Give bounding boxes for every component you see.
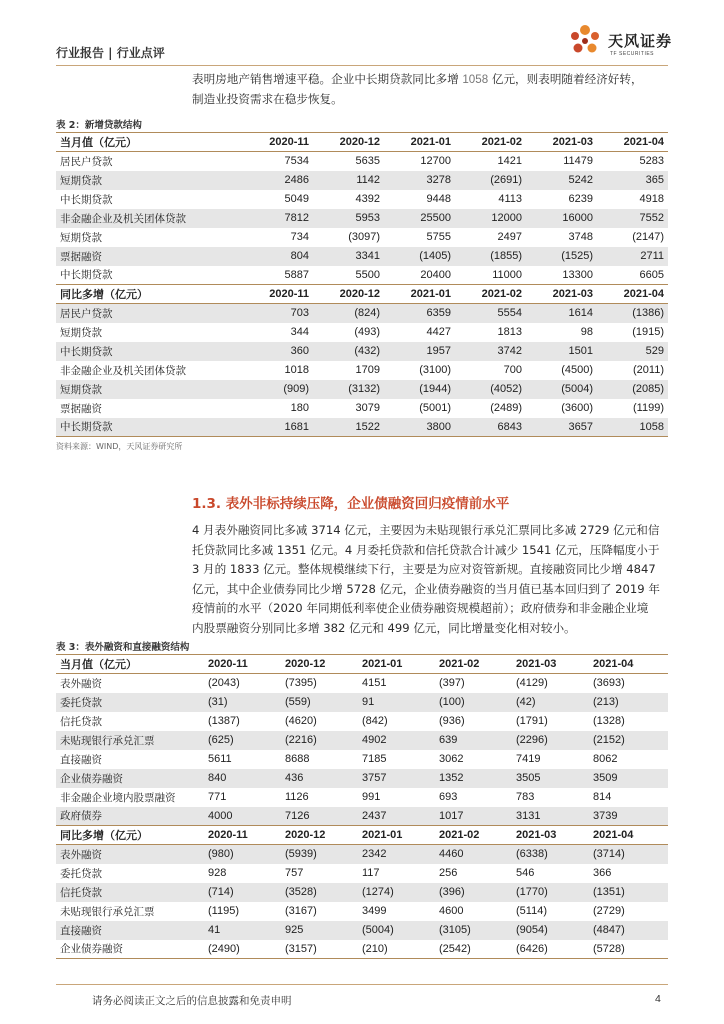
header-date-cell: 2021-03 xyxy=(526,285,597,304)
table2-source: 资料来源：WIND，天风证券研究所 xyxy=(56,442,183,451)
value-cell: 4902 xyxy=(360,731,437,750)
value-cell: 1017 xyxy=(437,807,514,826)
table-row xyxy=(56,228,668,247)
value-cell: (4500) xyxy=(561,364,593,376)
header-date-cell: 2021-04 xyxy=(597,285,668,304)
header-date-cell: 2021-01 xyxy=(384,133,455,152)
table-row xyxy=(56,788,668,807)
row-label-cell: 表外融资 xyxy=(56,845,206,864)
value-cell: 700 xyxy=(503,364,522,376)
value-cell: (2691) xyxy=(455,171,526,190)
value-cell: (1944) xyxy=(384,380,455,399)
section-line: 托贷款同比多减 1351 亿元。4 月委托贷款和信托贷款合计减少 1541 亿元，压降幅度小于 xyxy=(192,542,660,557)
value-cell: 344 xyxy=(290,326,309,338)
value-cell: 7419 xyxy=(516,753,541,765)
table-row xyxy=(56,940,668,959)
value-cell: (824) xyxy=(313,304,384,323)
table-row xyxy=(56,247,668,266)
value-cell: (2147) xyxy=(632,231,664,243)
row-label-cell: 直接融资 xyxy=(60,753,102,766)
value-cell: 117 xyxy=(362,867,380,879)
value-cell: (1770) xyxy=(514,883,591,902)
value-cell: (396) xyxy=(437,883,514,902)
value-cell: 8062 xyxy=(593,753,618,765)
value-cell: 1813 xyxy=(497,326,522,338)
row-label-cell: 政府债券 xyxy=(56,807,206,826)
value-cell: (5004) xyxy=(526,380,597,399)
value-cell: 6239 xyxy=(568,193,593,205)
value-cell: (5114) xyxy=(516,905,547,917)
value-cell: 5755 xyxy=(426,231,451,243)
value-cell: (5728) xyxy=(591,940,668,959)
table-row xyxy=(56,418,668,437)
value-cell: 5049 xyxy=(284,193,309,205)
table-row xyxy=(56,380,668,399)
header-date-cell: 2020-11 xyxy=(242,133,313,152)
row-label-cell: 中长期贷款 xyxy=(56,418,242,437)
value-cell: (980) xyxy=(206,845,283,864)
row-label-cell: 直接融资 xyxy=(56,921,206,940)
value-cell: 41 xyxy=(206,921,283,940)
value-cell: (3167) xyxy=(285,905,317,917)
value-cell: 1957 xyxy=(384,342,455,361)
table-header-row xyxy=(56,655,668,674)
header-date-cell: 2020-11 xyxy=(206,826,283,845)
value-cell: 1709 xyxy=(355,364,380,376)
header-date-cell: 2020-12 xyxy=(283,826,360,845)
header-date-cell: 2021-02 xyxy=(455,285,526,304)
header-date-cell: 2021-02 xyxy=(455,133,526,152)
value-cell: (4847) xyxy=(591,921,668,940)
table-header-row xyxy=(56,285,668,304)
value-cell: 7812 xyxy=(242,209,313,228)
row-label-cell: 票据融资 xyxy=(56,247,242,266)
value-cell: 2437 xyxy=(360,807,437,826)
value-cell: (5001) xyxy=(419,402,451,414)
value-cell: 180 xyxy=(290,402,309,414)
header-date-cell: 2021-03 xyxy=(514,655,591,674)
value-cell: 1142 xyxy=(313,171,384,190)
value-cell: 693 xyxy=(439,791,458,803)
value-cell: 3062 xyxy=(439,753,464,765)
row-label-cell: 居民户贷款 xyxy=(60,155,113,168)
value-cell: (6338) xyxy=(514,845,591,864)
value-cell: (42) xyxy=(514,693,591,712)
header-date-cell: 2020-11 xyxy=(242,285,313,304)
value-cell: (1351) xyxy=(591,883,668,902)
table2-title: 表 2：新增贷款结构 xyxy=(56,120,142,131)
section-line: 3 月的 1833 亿元。整体规模继续下行，主要是为应对资管新规。直接融资同比少增 4847 xyxy=(192,562,656,576)
table-row xyxy=(56,209,668,228)
row-label-cell: 非金融企业境内股票融资 xyxy=(60,791,176,804)
value-cell: (1328) xyxy=(593,715,625,727)
row-label-cell: 短期贷款 xyxy=(56,380,242,399)
value-cell: (100) xyxy=(437,693,514,712)
logo-flower-icon xyxy=(566,22,604,60)
value-cell: 5283 xyxy=(639,155,664,168)
row-label-cell: 票据融资 xyxy=(60,402,102,415)
value-cell: 771 xyxy=(208,791,227,803)
value-cell: 1352 xyxy=(437,769,514,788)
value-cell: (1915) xyxy=(632,326,664,338)
row-label-cell: 短期贷款 xyxy=(60,326,102,339)
table-row xyxy=(56,171,668,190)
value-cell: 3509 xyxy=(591,769,668,788)
value-cell: 3131 xyxy=(514,807,591,826)
value-cell: 11479 xyxy=(563,155,593,168)
row-label-cell: 信托贷款 xyxy=(56,883,206,902)
value-cell: (2729) xyxy=(593,905,625,917)
value-cell: 91 xyxy=(360,693,437,712)
section-line: 4 月表外融资同比多减 3714 亿元，主要因为未贴现银行承兑汇票同比多减 2729 亿元和信 xyxy=(192,523,660,537)
value-cell: 928 xyxy=(208,867,227,879)
value-cell: (4052) xyxy=(455,380,526,399)
table-row xyxy=(56,883,668,902)
value-cell: 5611 xyxy=(208,753,232,765)
value-cell: 366 xyxy=(593,867,612,879)
value-cell: (3693) xyxy=(593,677,625,690)
value-cell: 4151 xyxy=(362,677,387,690)
value-cell: 1681 xyxy=(242,418,313,437)
intro-line-2: 制造业投资需求在稳步恢复。 xyxy=(192,91,343,106)
value-cell: (3714) xyxy=(591,845,668,864)
value-cell: 4918 xyxy=(639,193,664,205)
value-cell: 6359 xyxy=(384,304,455,323)
section-line: 内股票融资分别同比多增 382 亿元和 499 亿元，同比增量变化相对较小。 xyxy=(192,620,576,635)
offbalance-direct-financing-table xyxy=(56,654,668,959)
table-row xyxy=(56,864,668,883)
table-row xyxy=(56,807,668,826)
value-cell: 4000 xyxy=(206,807,283,826)
value-cell: 804 xyxy=(242,247,313,266)
table-row xyxy=(56,845,668,864)
value-cell: 783 xyxy=(516,791,535,803)
value-cell: (559) xyxy=(283,693,360,712)
table-row xyxy=(56,152,668,171)
value-cell: (2296) xyxy=(514,731,591,750)
value-cell: (5939) xyxy=(283,845,360,864)
value-cell: 5554 xyxy=(455,304,526,323)
value-cell: 12700 xyxy=(420,155,451,168)
value-cell: (397) xyxy=(439,677,465,690)
value-cell: 20400 xyxy=(420,268,451,281)
value-cell: (2011) xyxy=(633,364,664,376)
header-date-cell: 2021-03 xyxy=(514,826,591,845)
value-cell: (9054) xyxy=(514,921,591,940)
header-date-cell: 2021-02 xyxy=(437,826,514,845)
value-cell: 4427 xyxy=(426,326,451,338)
value-cell: 3341 xyxy=(313,247,384,266)
value-cell: 3079 xyxy=(355,402,380,414)
value-cell: (1274) xyxy=(360,883,437,902)
value-cell: 3657 xyxy=(526,418,597,437)
header-label-cell: 当月值（亿元） xyxy=(56,655,206,674)
value-cell: (2043) xyxy=(208,677,240,690)
value-cell: 6605 xyxy=(639,268,664,281)
header-label-cell: 同比多增（亿元） xyxy=(56,826,206,845)
section-line: 亿元，其中企业债券同比少增 5728 亿元，企业债券融资的当月值已基本回归到了 2019 年 xyxy=(192,581,660,596)
row-label-cell: 未贴现银行承兑汇票 xyxy=(60,905,155,918)
table-row xyxy=(56,266,668,285)
value-cell: (1195) xyxy=(208,905,239,917)
row-label-cell: 表外融资 xyxy=(60,677,102,690)
value-cell: 98 xyxy=(580,326,593,338)
row-label-cell: 短期贷款 xyxy=(56,171,242,190)
header-date-cell: 2020-12 xyxy=(313,285,384,304)
row-label-cell: 居民户贷款 xyxy=(56,304,242,323)
value-cell: 25500 xyxy=(384,209,455,228)
row-label-cell: 中长期贷款 xyxy=(60,193,113,206)
value-cell: 9448 xyxy=(426,193,451,205)
value-cell: 360 xyxy=(242,342,313,361)
value-cell: 1501 xyxy=(526,342,597,361)
value-cell: 529 xyxy=(597,342,668,361)
value-cell: (3157) xyxy=(283,940,360,959)
value-cell: (7395) xyxy=(285,677,317,690)
value-cell: 546 xyxy=(516,867,535,879)
table-row xyxy=(56,693,668,712)
value-cell: (4129) xyxy=(516,677,548,690)
value-cell: 2486 xyxy=(242,171,313,190)
section-title: 1.3. 表外非标持续压降，企业债融资回归疫情前水平 xyxy=(192,496,510,512)
value-cell: (842) xyxy=(362,715,388,727)
section-paragraph xyxy=(192,521,666,638)
report-category: 行业报告 | 行业点评 xyxy=(56,46,165,60)
value-cell: 4392 xyxy=(355,193,380,205)
footer-disclaimer: 请务必阅读正文之后的信息披露和免责申明 xyxy=(92,995,292,1007)
table-row xyxy=(56,750,668,769)
value-cell: 3505 xyxy=(514,769,591,788)
value-cell: 3757 xyxy=(360,769,437,788)
row-label-cell: 中长期贷款 xyxy=(56,342,242,361)
row-label-cell: 委托贷款 xyxy=(56,693,206,712)
value-cell: (1791) xyxy=(516,715,548,727)
value-cell: 3278 xyxy=(384,171,455,190)
value-cell: (1387) xyxy=(208,715,240,727)
value-cell: 8688 xyxy=(285,753,310,765)
value-cell: 3742 xyxy=(455,342,526,361)
value-cell: 1614 xyxy=(526,304,597,323)
footer-divider xyxy=(56,984,668,985)
value-cell: (625) xyxy=(206,731,283,750)
value-cell: 7534 xyxy=(284,155,309,168)
value-cell: 256 xyxy=(439,867,458,879)
header-date-cell: 2021-01 xyxy=(360,826,437,845)
header-date-cell: 2021-01 xyxy=(360,655,437,674)
value-cell: 3739 xyxy=(591,807,668,826)
value-cell: (1386) xyxy=(597,304,668,323)
value-cell: (2216) xyxy=(283,731,360,750)
value-cell: 639 xyxy=(437,731,514,750)
header-date-cell: 2021-04 xyxy=(597,133,668,152)
row-label-cell: 非金融企业及机关团体贷款 xyxy=(56,209,242,228)
value-cell: 5242 xyxy=(526,171,597,190)
table-row xyxy=(56,361,668,380)
value-cell: (6426) xyxy=(514,940,591,959)
value-cell: 4460 xyxy=(437,845,514,864)
table-row xyxy=(56,902,668,921)
value-cell: (213) xyxy=(591,693,668,712)
value-cell: 436 xyxy=(283,769,360,788)
intro-paragraph xyxy=(192,70,666,109)
row-label-cell: 信托贷款 xyxy=(60,715,102,728)
header-date-cell: 2021-01 xyxy=(384,285,455,304)
value-cell: 925 xyxy=(283,921,360,940)
header-date-cell: 2021-03 xyxy=(526,133,597,152)
value-cell: 814 xyxy=(593,791,612,803)
value-cell: 16000 xyxy=(526,209,597,228)
logo-name-en: TF SECURITIES xyxy=(610,51,655,57)
value-cell: 5500 xyxy=(355,268,380,281)
value-cell: (3132) xyxy=(313,380,384,399)
value-cell: (1855) xyxy=(455,247,526,266)
row-label-cell: 企业债券融资 xyxy=(56,769,206,788)
row-label-cell: 中长期贷款 xyxy=(60,269,113,282)
table-row xyxy=(56,731,668,750)
header-label-cell: 当月值（亿元） xyxy=(56,133,242,152)
value-cell: 5635 xyxy=(355,155,380,168)
table-row xyxy=(56,304,668,323)
table-row xyxy=(56,323,668,342)
value-cell: 12000 xyxy=(455,209,526,228)
value-cell: (3528) xyxy=(283,883,360,902)
header-date-cell: 2020-11 xyxy=(206,655,283,674)
header-label-cell: 同比多增（亿元） xyxy=(56,285,242,304)
value-cell: 4600 xyxy=(439,905,464,917)
value-cell: 6843 xyxy=(455,418,526,437)
value-cell: 4113 xyxy=(498,193,522,205)
value-cell: (4620) xyxy=(285,715,317,727)
intro-line-1: 表明房地产销售增速平稳。企业中长期贷款同比多增 1058 亿元，则表明随着经济好转， xyxy=(192,72,643,86)
value-cell: (31) xyxy=(206,693,283,712)
value-cell: 734 xyxy=(290,231,309,243)
header-date-cell: 2021-04 xyxy=(591,655,668,674)
value-cell: (3105) xyxy=(437,921,514,940)
value-cell: (432) xyxy=(313,342,384,361)
row-label-cell: 委托贷款 xyxy=(60,867,102,880)
value-cell: 1421 xyxy=(497,155,522,168)
table-row xyxy=(56,712,668,731)
row-label-cell: 非金融企业及机关团体贷款 xyxy=(60,364,186,377)
row-label-cell: 短期贷款 xyxy=(60,231,102,244)
value-cell: 2342 xyxy=(360,845,437,864)
value-cell: 703 xyxy=(242,304,313,323)
value-cell: 1126 xyxy=(285,791,309,803)
value-cell: (3600) xyxy=(561,402,593,414)
table-row xyxy=(56,342,668,361)
value-cell: 3800 xyxy=(384,418,455,437)
value-cell: (2489) xyxy=(490,402,522,414)
value-cell: 13300 xyxy=(562,268,593,281)
value-cell: 7185 xyxy=(362,753,387,765)
table-header-row xyxy=(56,826,668,845)
value-cell: (5004) xyxy=(360,921,437,940)
row-label-cell: 企业债券融资 xyxy=(56,940,206,959)
value-cell: 5887 xyxy=(284,268,309,281)
value-cell: 2497 xyxy=(497,231,522,243)
value-cell: (2152) xyxy=(591,731,668,750)
value-cell: (493) xyxy=(354,326,380,338)
page-number: 4 xyxy=(655,993,661,1005)
header-date-cell: 2021-02 xyxy=(437,655,514,674)
table-row xyxy=(56,674,668,693)
value-cell: 1018 xyxy=(284,364,309,376)
logo-name-cn: 天风证券 xyxy=(608,32,673,50)
section-line: 疫情前的水平（2020 年同期低利率使企业债券融资规模超前）；政府债券和非金融企业境 xyxy=(192,601,649,615)
value-cell: 365 xyxy=(597,171,668,190)
value-cell: 757 xyxy=(285,867,304,879)
table-row xyxy=(56,399,668,418)
value-cell: (2490) xyxy=(206,940,283,959)
value-cell: 1058 xyxy=(597,418,668,437)
value-cell: 991 xyxy=(362,791,381,803)
header-date-cell: 2020-12 xyxy=(283,655,360,674)
value-cell: (2542) xyxy=(437,940,514,959)
value-cell: 11000 xyxy=(492,268,522,281)
value-cell: (1405) xyxy=(384,247,455,266)
value-cell: (210) xyxy=(360,940,437,959)
table-row xyxy=(56,769,668,788)
table-row xyxy=(56,921,668,940)
loan-structure-table xyxy=(56,132,668,437)
company-logo xyxy=(566,20,676,64)
table-header-row xyxy=(56,133,668,152)
header-date-cell: 2021-04 xyxy=(591,826,668,845)
table-row xyxy=(56,190,668,209)
value-cell: 5953 xyxy=(313,209,384,228)
header-divider xyxy=(56,65,668,66)
value-cell: (3100) xyxy=(419,364,451,376)
value-cell: (936) xyxy=(439,715,465,727)
value-cell: (909) xyxy=(242,380,313,399)
value-cell: (714) xyxy=(206,883,283,902)
table3-title: 表 3：表外融资和直接融资结构 xyxy=(56,642,190,653)
value-cell: 3499 xyxy=(362,905,387,917)
header-date-cell: 2020-12 xyxy=(313,133,384,152)
row-label-cell: 未贴现银行承兑汇票 xyxy=(56,731,206,750)
value-cell: (1525) xyxy=(526,247,597,266)
value-cell: 7552 xyxy=(597,209,668,228)
value-cell: (1199) xyxy=(633,402,664,414)
value-cell: 840 xyxy=(206,769,283,788)
value-cell: 1522 xyxy=(313,418,384,437)
value-cell: 7126 xyxy=(283,807,360,826)
value-cell: 3748 xyxy=(568,231,593,243)
value-cell: (2085) xyxy=(597,380,668,399)
value-cell: (3097) xyxy=(348,231,380,243)
value-cell: 2711 xyxy=(597,247,668,266)
